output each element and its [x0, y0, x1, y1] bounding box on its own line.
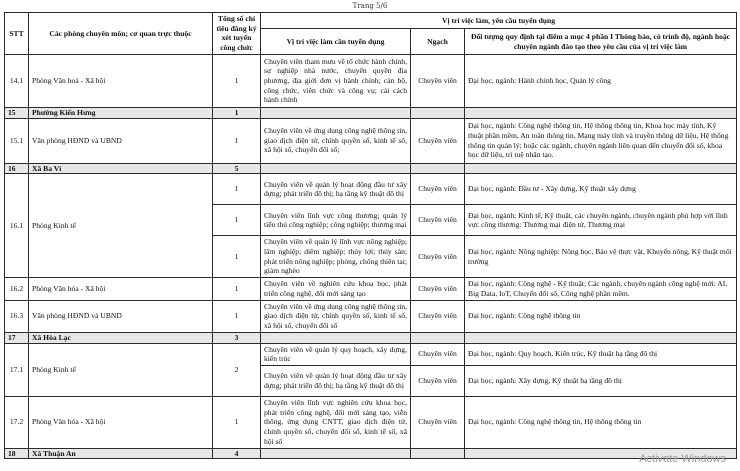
row-quota: 2: [213, 343, 261, 396]
row-position: Chuyên viên về quản lý lĩnh vực nông nghiệp; lâm nghiệp; diêm nghiệp; thủy lợi; thủy sản; phát triển nông nghiệp; phòng, chống thiên tai; giảm nghèo: [261, 236, 411, 278]
row-requirement: Đại học, ngành: Công nghệ thông tin, Hệ thống thông tin, Khoa học máy tính, Kỹ thuật phần mềm, An toàn thông tin, Mạng máy tính và truyền thông dữ liệu, Hệ thống thông tin quản lý; hoặc các ngành, chuyên ngành liên quan đến chuyển đổi số, khoa học dữ liệu, trí tuệ nhân tạo.: [465, 118, 737, 163]
row-rank: Chuyên viên: [411, 205, 465, 236]
table-row: [5, 396, 737, 448]
table-row: [5, 174, 737, 205]
row-department: Phòng Văn hóa - Xã hội: [29, 278, 213, 300]
row-requirement: Đại học, ngành: Công nghệ thông tin: [465, 300, 737, 332]
row-stt: 15.1: [5, 118, 29, 163]
section-stt: 18: [5, 448, 29, 459]
row-quota: 1: [213, 174, 261, 205]
row-rank: Chuyên viên: [411, 118, 465, 163]
row-position: Chuyên viên về quản lý hoạt động đầu tư xây dựng; phát triển đô thị; hạ tầng kỹ thuật đô thị: [261, 174, 411, 205]
header-position: Vị trí việc làm cần tuyển dụng: [261, 29, 411, 55]
row-position: Chuyên viên về nghiên cứu khoa học, phát triển công nghệ, đổi mới sáng tạo: [261, 278, 411, 300]
row-department: Phòng Kinh tế: [29, 174, 213, 278]
table-row: [5, 118, 737, 163]
header-requirement: Đối tượng quy định tại điểm a mục 4 phần I Thông báo, có trình độ, ngành hoặc chuyên ngành đào tạo theo yêu cầu của vị trí việc làm: [465, 29, 737, 55]
row-requirement: Đại học, ngành: Công nghệ - Kỹ thuật; Các ngành, chuyên ngành công nghệ mới: AI, Big Data, IoT, Chuyển đổi số, Công nghệ phần mềm.: [465, 278, 737, 300]
section-name: Xã Ba Vì: [29, 163, 213, 174]
section-quota: 4: [213, 448, 261, 459]
row-quota: 1: [213, 278, 261, 300]
row-department: Phòng Kinh tế: [29, 343, 213, 396]
row-position: Chuyên viên về quản lý quy hoạch, xây dựng, kiến trúc: [261, 343, 411, 365]
row-requirement: Đại học, ngành: Nông nghiệp: Nông học, Bảo vệ thực vật, Khuyến nông, Kỹ thuật môi trường: [465, 236, 737, 278]
section-stt: 16: [5, 163, 29, 174]
header-rank: Ngạch: [411, 29, 465, 55]
row-department: Phòng Văn hoá - Xã hội: [29, 54, 213, 107]
row-requirement: Đại học, ngành: Công nghệ thông tin, Hệ thống thông tin: [465, 396, 737, 448]
row-rank: Chuyên viên: [411, 365, 465, 396]
row-rank: Chuyên viên: [411, 300, 465, 332]
row-requirement: Đại học, ngành: Đầu tư - Xây dựng, Kỹ thuật xây dựng: [465, 174, 737, 205]
section-stt: 15: [5, 107, 29, 118]
section-quota: 5: [213, 163, 261, 174]
row-requirement: Đại học, ngành: Quy hoạch, Kiến trúc, Kỹ thuật hạ tầng đô thị: [465, 343, 737, 365]
row-quota: 1: [213, 118, 261, 163]
row-stt: 14.1: [5, 54, 29, 107]
row-position: Chuyên viên lĩnh vực công thương; quản lý tiểu thủ công nghiệp; công nghiệp; thương mại: [261, 205, 411, 236]
row-rank: Chuyên viên: [411, 396, 465, 448]
header-quota: Tổng số chỉ tiêu đăng ký xét tuyển công chức: [213, 13, 261, 55]
row-position: Chuyên viên về quản lý hoạt động đầu tư xây dựng; phát triển đô thị; hạ tầng kỹ thuật đô thị: [261, 365, 411, 396]
row-stt: 17.2: [5, 396, 29, 448]
row-position: Chuyên viên về ứng dụng công nghệ thông tin, giao dịch điện tử, chính quyền số, kinh tế số, xã hội số, chuyển đổi số;: [261, 118, 411, 163]
table-row: [5, 300, 737, 332]
header-stt: STT: [5, 13, 29, 55]
row-rank: Chuyên viên: [411, 54, 465, 107]
row-requirement: Đại học, ngành: Hành chính học, Quản lý công: [465, 54, 737, 107]
row-requirement: Đại học, ngành: Kinh tế, Kỹ thuật, các chuyên ngành, chuyên ngành phù hợp với lĩnh vực công thương: Thương mại điện tử, Thương mại: [465, 205, 737, 236]
row-quota: 1: [213, 236, 261, 278]
row-quota: 1: [213, 205, 261, 236]
section-row: [5, 448, 737, 459]
table-row: [5, 54, 737, 107]
row-quota: 1: [213, 54, 261, 107]
row-position: Chuyên viên lĩnh vực nghiên cứu khoa học, phát triển công nghệ, đổi mới sáng tạo, viễn thông, ứng dụng CNTT, giao dịch điện tử, chính quyền số, chuyển đổi số, kinh tế số, xã hội số: [261, 396, 411, 448]
section-stt: 17: [5, 332, 29, 343]
recruitment-table: [4, 12, 737, 459]
table-row: [5, 278, 737, 300]
row-requirement: Đại học, ngành: Xây dựng, Kỹ thuật hạ tầng đô thị: [465, 365, 737, 396]
row-position: Chuyên viên tham mưu về tổ chức hành chính, sự nghiệp nhà nước, chuyển quyền địa phương, địa giới đơn vị hành chính; cán bộ, công chức, viên chức và công vụ; cải cách hành chính: [261, 54, 411, 107]
row-quota: 1: [213, 396, 261, 448]
activate-windows-watermark: Activate Windows: [639, 453, 726, 465]
section-quota: 1: [213, 107, 261, 118]
row-quota: 1: [213, 300, 261, 332]
row-department: Văn phòng HĐND và UBND: [29, 300, 213, 332]
header-row-top: [5, 13, 737, 29]
row-rank: Chuyên viên: [411, 343, 465, 365]
row-stt: 17.1: [5, 343, 29, 396]
section-name: Xã Hòa Lạc: [29, 332, 213, 343]
row-position: Chuyên viên về ứng dụng công nghệ thông tin, giao dịch điện tử, chính quyền số, kinh tế số, xã hội số, chuyển đổi số: [261, 300, 411, 332]
header-department: Các phòng chuyên môn; cơ quan trực thuộc: [29, 13, 213, 55]
section-name: Xã Thuận An: [29, 448, 213, 459]
row-rank: Chuyên viên: [411, 278, 465, 300]
table-row: [5, 343, 737, 365]
row-department: Phòng Văn hóa - Xã hội: [29, 396, 213, 448]
row-rank: Chuyên viên: [411, 236, 465, 278]
section-row: [5, 163, 737, 174]
row-stt: 16.3: [5, 300, 29, 332]
section-row: [5, 332, 737, 343]
row-stt: 16.1: [5, 174, 29, 278]
section-quota: 3: [213, 332, 261, 343]
row-rank: Chuyên viên: [411, 174, 465, 205]
page-number-label: Trang 5/6: [352, 2, 388, 10]
section-row: [5, 107, 737, 118]
header-group: Vị trí việc làm, yêu cầu tuyển dụng: [261, 13, 737, 29]
section-name: Phường Kiến Hưng: [29, 107, 213, 118]
row-stt: 16.2: [5, 278, 29, 300]
row-department: Văn phòng HĐND và UBND: [29, 118, 213, 163]
